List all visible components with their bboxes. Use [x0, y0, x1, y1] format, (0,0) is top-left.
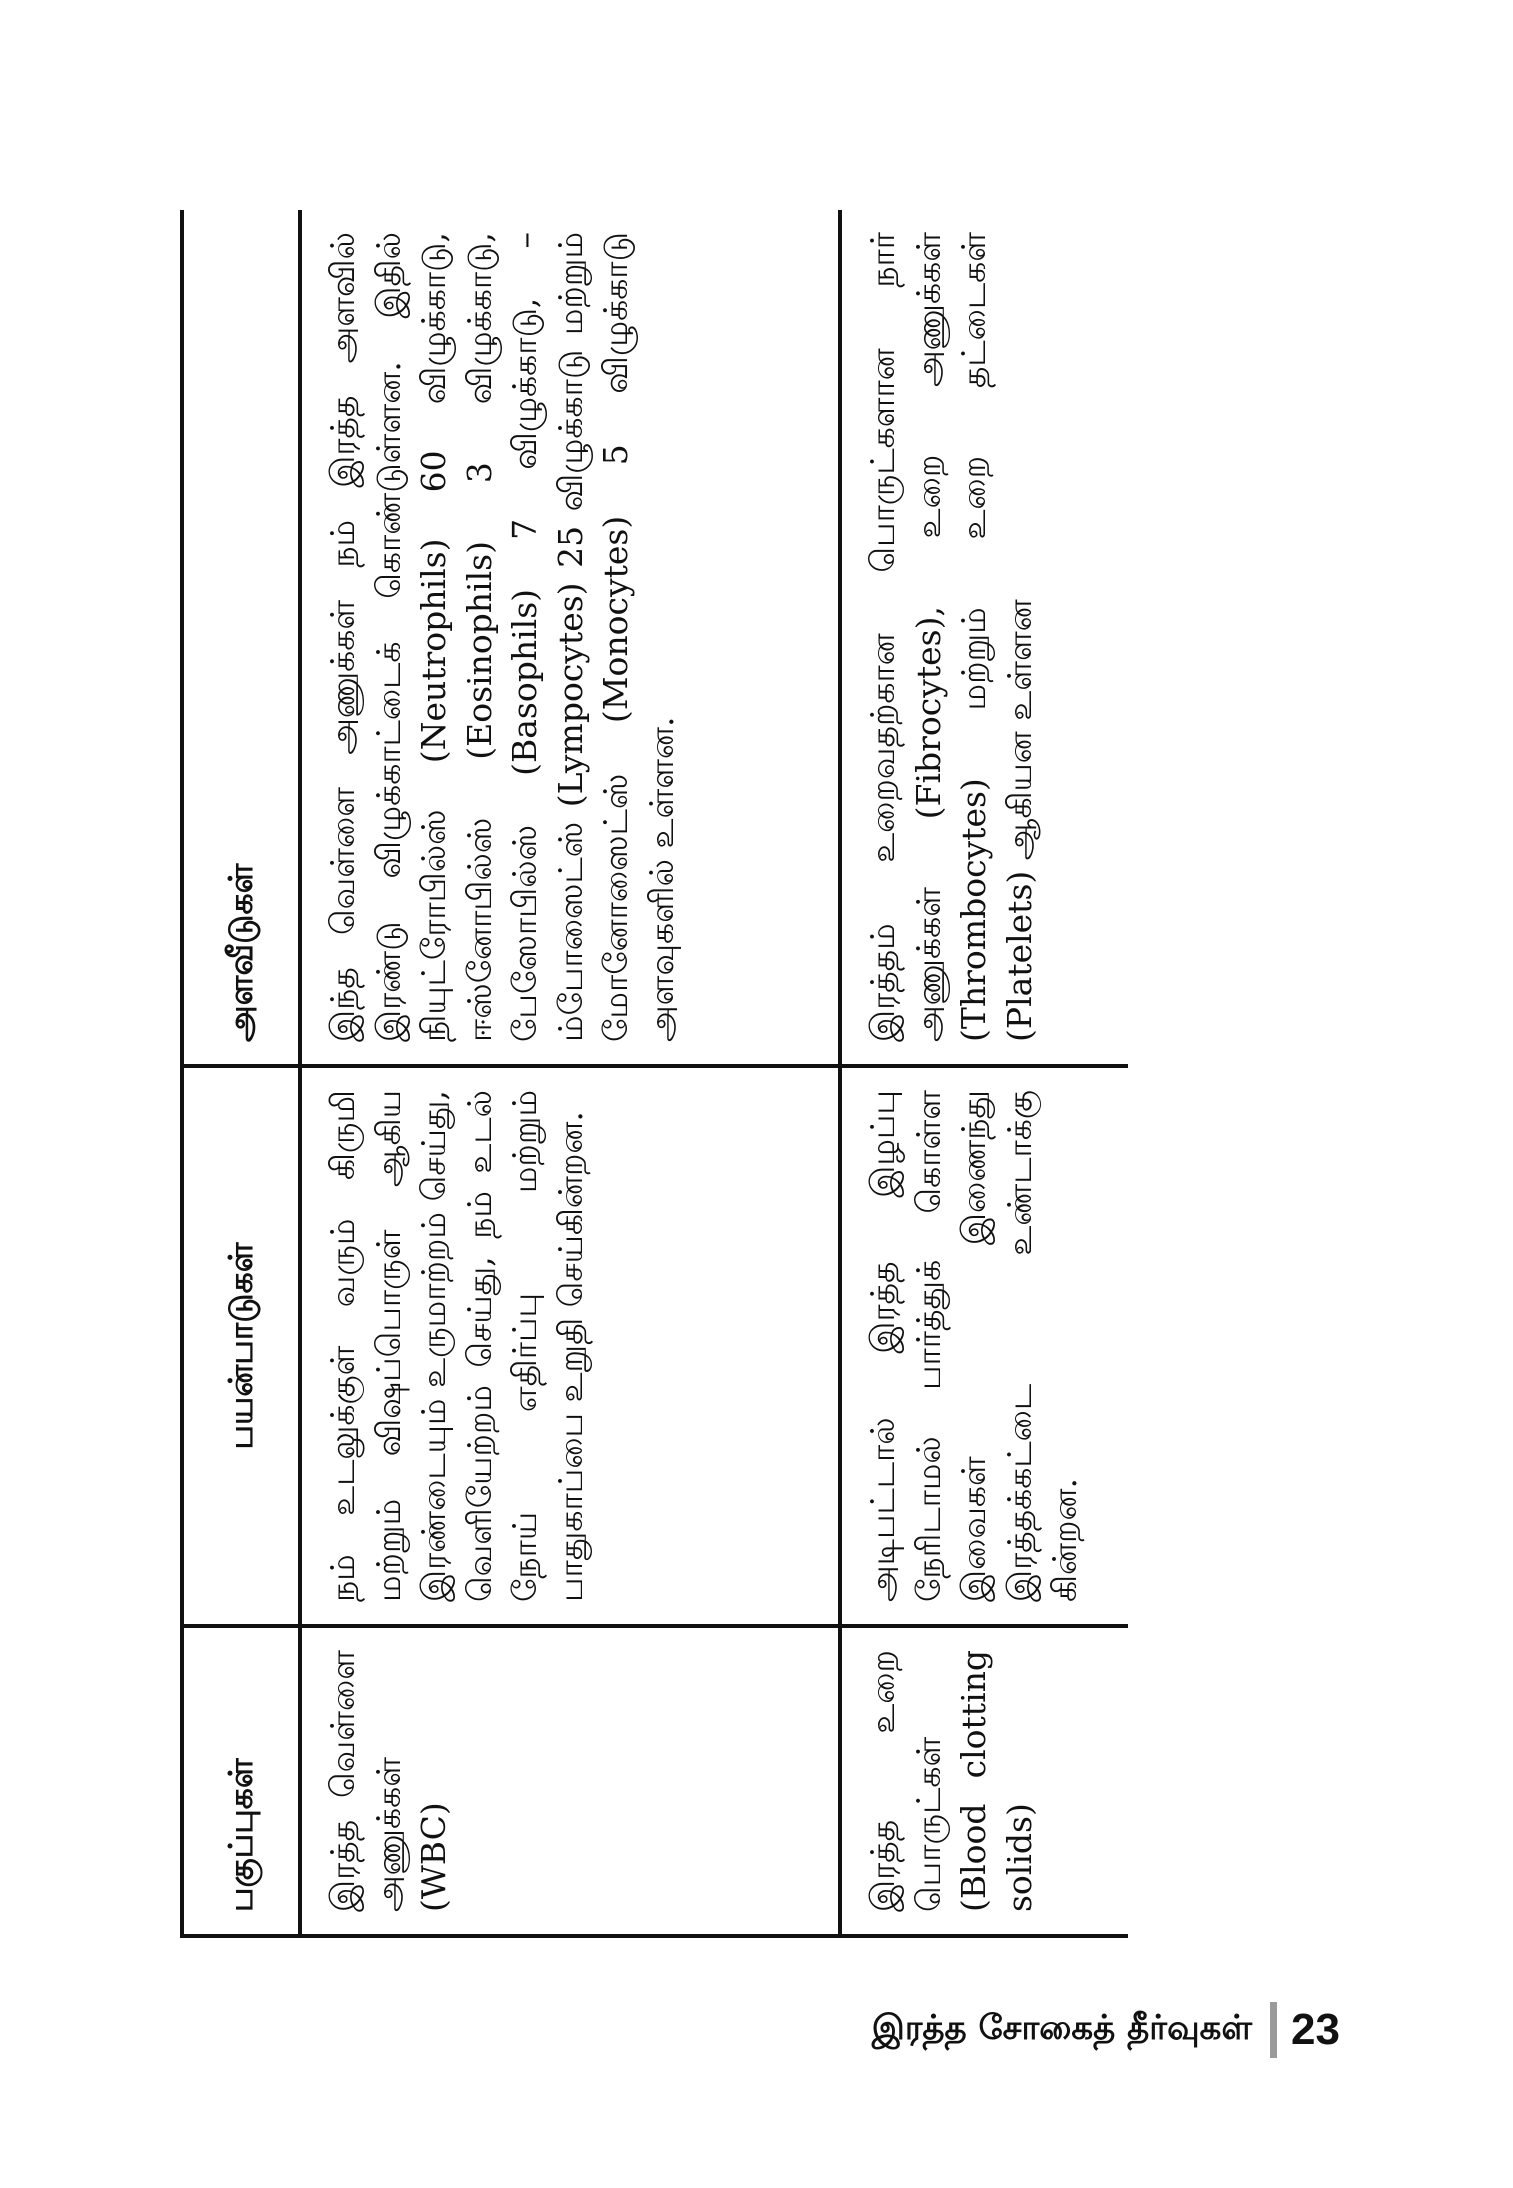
table-row: [300, 210, 840, 1936]
cell-function: அடிபட்டால் இரத்த இழப்பு நேரிடாமல் பார்த்துக் கொள்ள இவைகள் இணைந்து இரத்தக்கட்டை உண்டாக்கு கின்றன.: [840, 1066, 1128, 1626]
header-parts: பகுப்புகள்: [182, 1626, 300, 1936]
page-number: 23: [1291, 2005, 1340, 2054]
header-measures: அளவீடுகள்: [182, 210, 300, 1066]
cell-measure: இந்த வெள்ளை அணுக்கள் நம் இரத்த அளவில் இரண்டு விழுக்காட்டைக் கொண்டுள்ளன. இதில் நியுட்ரோபில்ஸ் (Neutrophils) 60 விழுக்காடு, ஈஸ்னோபில்ஸ் (Eosinophils) 3 விழுக்காடு, பேஸோபில்ஸ் (Basophils) 7 விழுக்காடு, – ம்போஸைட்ஸ் (Lympocytes) 25 விழுக்காடு மற்றும் மோனோஸைட்ஸ் (Monocytes) 5 விழுக்காடு அளவுகளில் உள்ளன.: [300, 210, 840, 1066]
table-row: [840, 210, 1128, 1936]
header-functions: பயன்பாடுகள்: [182, 1066, 300, 1626]
cell-part: இரத்த உறை பொருட்கள் (Blood clotting solids): [840, 1626, 1128, 1936]
table-header-row: [182, 210, 300, 1936]
cell-part: இரத்த வெள்ளை அணுக்கள் (WBC): [300, 1626, 840, 1936]
rotated-table-region: [180, 210, 1128, 1938]
cell-function: நம் உடலுக்குள் வரும் கிருமி மற்றும் விஷப்பொருள் ஆகிய இரண்டையும் உருமாற்றம் செய்து, வெளியேற்றம் செய்து, நம் உடல் நோய் எதிர்ப்பு மற்றும் பாதுகாப்பை உறுதி செய்கின்றன.: [300, 1066, 840, 1626]
blood-components-table: [180, 210, 1128, 1938]
footer-divider: [1270, 2002, 1277, 2058]
cell-measure: இரத்தம் உறைவதற்கான பொருட்களான நார் அணுக்கள் (Fibrocytes), உறை அணுக்கள் (Thrombocytes) மற்றும் உறை தட்டைகள் (Platelets) ஆகியன உள்ளன: [840, 210, 1128, 1066]
page-footer: [700, 2000, 1340, 2060]
running-title: இரத்த சோகைத் தீர்வுகள்: [871, 2008, 1253, 2048]
table-frame: [180, 210, 1128, 1938]
